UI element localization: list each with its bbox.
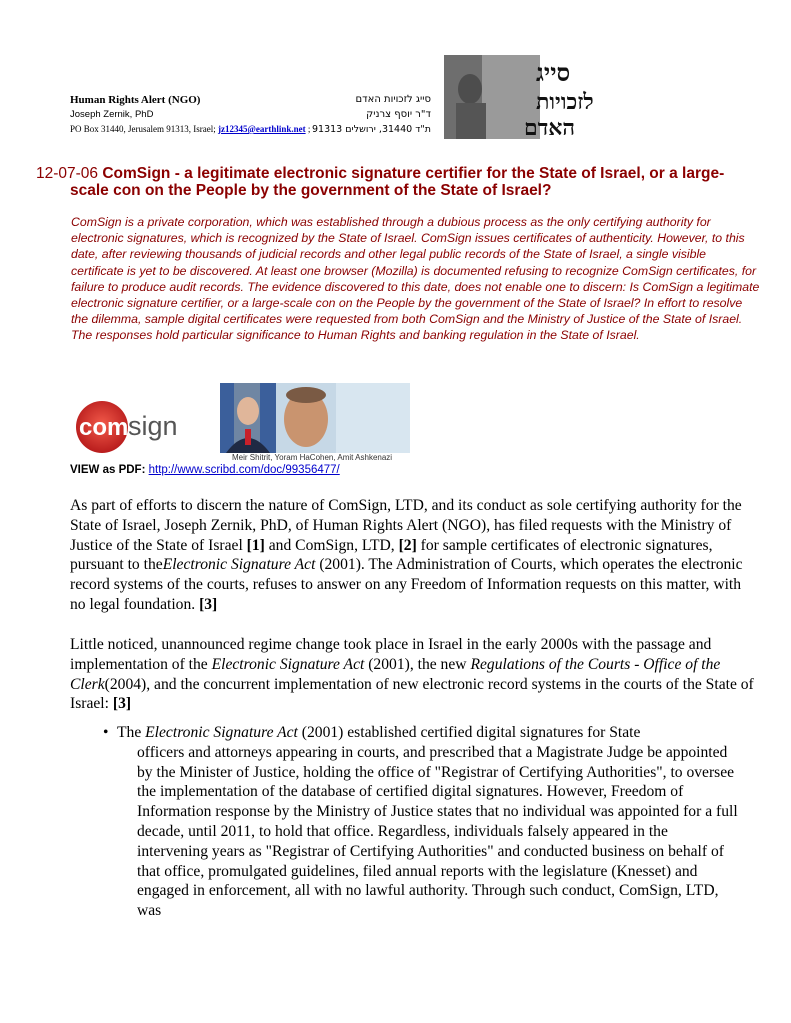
p1-text-d: (2001). The Administration of Courts, which operates the electronic record systems of the courts, refuses to answer on any Freedom of Information requests on this matter, with no legal foundation. [70, 556, 743, 613]
person-name-en: Joseph Zernik, PhD [70, 109, 154, 120]
title-line-2: scale con on the People by the government of the State of Israel? [70, 182, 552, 199]
pdf-link[interactable]: http://www.scribd.com/doc/99356477/ [148, 464, 340, 476]
pdf-line [70, 464, 340, 476]
ref-3: [3] [199, 595, 218, 613]
bullet-text-rest: officers and attorneys appearing in courts, and prescribed that a Magistrate Judge be appointed by the Minister of Justice, holding the office of "Registrar of Certifying Authorities", to oversee the implementation of the database of certified digital signatures. However, Freedom of Information response by the Ministry of Justice states that no individual was appointed for a full decade, until 2011, to hold that office. Regardless, individuals falsely appeared in the intervening years as "Registrar of Certifying Authorities" and conducted business on behalf of that office, promulgated guidelines, filed annual reports with the legislature (Knesset) and engaged in enforcement, all with no lawful authority. Through such conduct, ComSign, LTD, was [137, 743, 738, 920]
org-name-he: סייג לזכויות האדם [355, 94, 431, 105]
address-en-prefix: PO Box 31440, Jerusalem 91313, Israel; [70, 124, 216, 134]
logo-sign-text: sign [128, 411, 178, 441]
act-name: Electronic Signature Act [211, 655, 365, 673]
comsign-logo [76, 394, 188, 454]
act-name: Electronic Signature Act [145, 724, 298, 741]
p1-text-b: and ComSign, LTD, [264, 536, 399, 554]
bullet-text-a: The [117, 724, 146, 741]
ref-3: [3] [112, 695, 132, 713]
ref-2: [2] [398, 536, 417, 554]
p1-text-a: As part of efforts to discern the nature of ComSign, LTD, and its conduct as sole certifying authority for the State of Israel, Joseph Zernik, PhD, of Human Rights Alert (NGO), has filed requests with the Ministry of Justice of the State of Israel [70, 497, 742, 554]
regulations-name: Regulations of the Courts - Office of the Clerk [70, 655, 721, 693]
address-en-suffix: ; [307, 124, 311, 134]
portrait-photo-1 [220, 383, 276, 453]
p2-text-b: (2001), the new [364, 655, 471, 673]
photo-caption: Meir Shitrit, Yoram HaCohen, Amit Ashkenazi [232, 453, 393, 462]
email-link[interactable]: jz12345@earthlink.net [217, 124, 306, 134]
pdf-label: VIEW as PDF: [70, 464, 146, 476]
org-name-en: Human Rights Alert (NGO) [70, 94, 201, 106]
bullet-text-b: (2001) established certified digital signatures for State [297, 724, 641, 741]
article-date: 12-07-06 [36, 165, 99, 182]
org-logo [444, 55, 594, 141]
bullet-dot-icon: • [103, 724, 109, 741]
person-name-he: ד"ר יוסף צרניק [366, 109, 431, 120]
act-name: Electronic Signature Act [162, 556, 316, 574]
bullet-text [117, 723, 742, 921]
p2-text-a: Little noticed, unannounced regime change took place in Israel in the early 2000s with the passage and implementation of the [70, 636, 712, 673]
p2-text-c: (2004), and the concurrent implementation of new electronic record systems in the courts of the State of Israel: [70, 675, 754, 713]
article-title [36, 165, 756, 199]
logo-text-1: סייג [536, 58, 571, 87]
ref-1: [1] [246, 536, 265, 554]
address-he: ת"ד 31440, ירושלים 91313 [312, 124, 431, 135]
portrait-photo-2 [276, 383, 410, 453]
p1-text-c: for sample certificates of electronic signatures, pursuant to the [70, 536, 713, 574]
paragraph-1 [70, 496, 758, 615]
logo-com-text: com [79, 414, 129, 441]
logo-text-2: לזכויות [536, 89, 594, 115]
paragraph-2 [70, 635, 758, 714]
abstract: ComSign is a private corporation, which was established through a dubious process as the only certifying authority for electronic signatures, which is recognized by the State of Israel. ComSign issues certificates of authenticity. However, to this date, after reviewing thousands of judicial records and other legal public records of the State of Israel, a single visible certificate is yet to be discovered. At least one browser (Mozilla) is documented refusing to recognize ComSign certificates, for failure to produce audit records. The evidence discovered to this date, does not enable one to discern: Is ComSign a legitimate electronic signature certifier, or a large-scale con on the People by the government of the State of Israel? In effort to resolve the dilemma, sample digital certificates were requested from both ComSign and the Ministry of Justice of the State of Israel. The responses hold particular significance to Human Rights and banking regulation in the State of Israel. [71, 215, 760, 343]
logo-text-3: האדם [524, 115, 576, 141]
address-en [70, 124, 310, 134]
title-line-1: ComSign - a legitimate electronic signature certifier for the State of Israel, or a large- [102, 165, 725, 182]
